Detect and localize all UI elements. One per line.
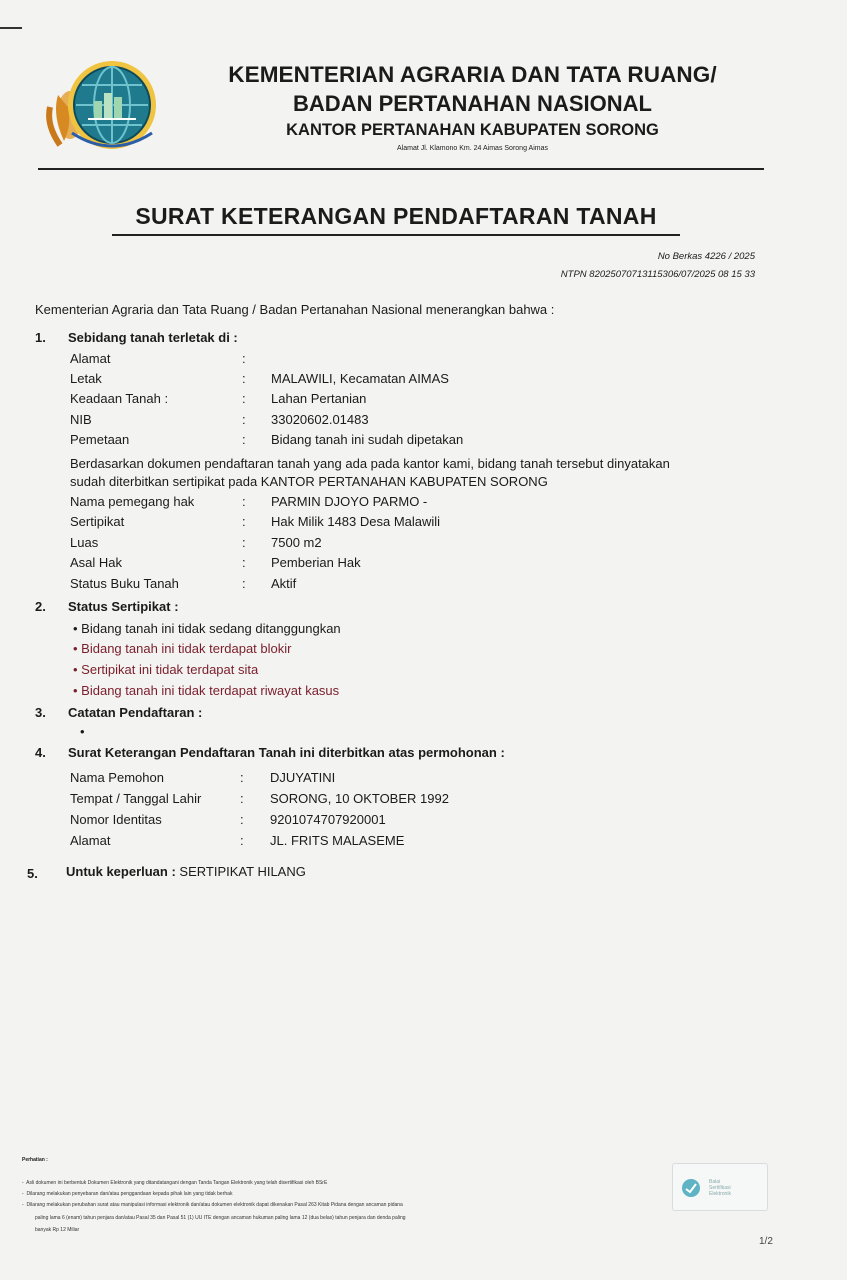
field-colon: :: [242, 494, 246, 509]
status-item: • Bidang tanah ini tidak sedang ditanggungkan: [73, 621, 341, 636]
purpose-value: SERTIPIKAT HILANG: [179, 864, 306, 879]
section-number: 4.: [35, 745, 46, 760]
field-colon: :: [242, 555, 246, 570]
field-value: MALAWILI, Kecamatan AIMAS: [271, 371, 449, 386]
status-item: • Bidang tanah ini tidak terdapat blokir: [73, 641, 292, 656]
field-label: Sertipikat: [70, 514, 125, 529]
section-heading: Surat Keterangan Pendaftaran Tanah ini diterbitkan atas permohonan :: [68, 745, 505, 760]
field-label: NIB: [70, 412, 92, 427]
field-colon: :: [240, 791, 244, 806]
field-value: Aktif: [271, 576, 297, 591]
field-label: Letak: [70, 371, 102, 386]
section-number: 1.: [35, 330, 46, 345]
field-value: JL. FRITS MALASEME: [270, 833, 405, 848]
badge-text-line: Elektronik: [709, 1191, 731, 1197]
field-colon: :: [242, 391, 246, 406]
document-title: SURAT KETERANGAN PENDAFTARAN TANAH: [135, 203, 657, 229]
field-colon: :: [242, 371, 246, 386]
title-underline: [112, 234, 680, 236]
field-value: 33020602.01483: [271, 412, 369, 427]
field-colon: :: [242, 514, 246, 529]
field-value: Hak Milik 1483 Desa Malawili: [271, 514, 441, 529]
section-heading: Untuk keperluan :: [66, 864, 176, 879]
field-colon: :: [240, 833, 244, 848]
field-label: Nama pemegang hak: [70, 494, 195, 509]
field-label: Tempat / Tanggal Lahir: [70, 791, 202, 806]
field-label: Nama Pemohon: [70, 770, 164, 785]
footer-note: - Asli dokumen ini berbentuk Dokumen Elektronik yang ditandatangani dengan Tanda Tangan Elektronik yang telah disertifikasi oleh BSrE: [22, 1180, 328, 1186]
office-address: Alamat Jl. Klamono Km. 24 Aimas Sorong Aimas: [397, 145, 548, 152]
footer-note: - Dilarang melakukan perubahan surat atau manipulasi informasi elektronik dan/atau dokumen elektronik dapat dikenakan Pasal 263 Kitab Pidana dengan ancaman pidana: [22, 1202, 403, 1208]
empty-bullet: •: [80, 724, 85, 739]
paragraph-line: Berdasarkan dokumen pendaftaran tanah yang ada pada kantor kami, bidang tanah tersebut dinyatakan: [70, 456, 670, 471]
footer-note-text: Dilarang melakukan perubahan surat atau manipulasi informasi elektronik dan/atau dokumen elektronik dapat dikenakan Pasal 263 Kitab Pidana dengan ancaman pidana: [26, 1202, 403, 1208]
field-label: Luas: [70, 535, 99, 550]
header-divider: [38, 168, 764, 170]
intro-text: Kementerian Agraria dan Tata Ruang / Badan Pertanahan Nasional menerangkan bahwa :: [35, 302, 555, 317]
field-label: Status Buku Tanah: [70, 576, 179, 591]
field-label: Nomor Identitas: [70, 812, 162, 827]
field-value: 9201074707920001: [270, 812, 386, 827]
field-label: Alamat: [70, 833, 111, 848]
page-number: 1/2: [759, 1236, 773, 1247]
status-item-text: Bidang tanah ini tidak sedang ditanggungkan: [81, 621, 341, 636]
badge-text-line: Sertifikasi: [709, 1185, 731, 1191]
field-colon: :: [242, 576, 246, 591]
badge-text-line: Balai: [709, 1179, 721, 1185]
no-berkas: No Berkas 4226 / 2025: [657, 251, 755, 262]
bsre-badge: [672, 1163, 768, 1211]
badge-text: [709, 1179, 731, 1197]
section-number: 2.: [35, 599, 46, 614]
footer-note-continued: paling lama 6 (enam) tahun penjara dan/atau Pasal 35 dan Pasal 51 (1) UU ITE dengan ancaman hukuman paling lama 12 (dua belas) tahun penjara dan denda paling: [35, 1215, 406, 1221]
status-item: • Bidang tanah ini tidak terdapat riwayat kasus: [73, 683, 340, 698]
field-colon: :: [242, 351, 246, 366]
field-colon: :: [242, 535, 246, 550]
purpose-line: [66, 864, 306, 880]
field-colon: :: [240, 770, 244, 785]
field-label: Keadaan Tanah :: [70, 391, 169, 406]
footer-note: - Dilarang melakukan penyebaran dan/atau penggandaan kepada pihak lain yang tidak berhak: [22, 1191, 233, 1197]
field-label: Pemetaan: [70, 432, 130, 447]
field-value: PARMIN DJOYO PARMO -: [271, 494, 428, 509]
bpn-logo: [42, 55, 166, 159]
field-colon: :: [242, 412, 246, 427]
section-heading: Sebidang tanah terletak di :: [68, 330, 238, 345]
ntpn: NTPN 82025070713115306/07/2025 08 15 33: [560, 269, 755, 280]
bsre-logo-icon: [681, 1178, 701, 1198]
field-value: Bidang tanah ini sudah dipetakan: [271, 432, 464, 447]
office-name: KANTOR PERTANAHAN KABUPATEN SORONG: [286, 121, 659, 139]
field-colon: :: [242, 432, 246, 447]
field-label: Asal Hak: [70, 555, 123, 570]
footer-note-text: Asli dokumen ini berbentuk Dokumen Elektronik yang ditandatangani dengan Tanda Tangan Elektronik yang telah disertifikasi oleh BSrE: [26, 1180, 328, 1186]
status-item: • Sertipikat ini tidak terdapat sita: [73, 662, 259, 677]
status-item-text: Sertipikat ini tidak terdapat sita: [81, 662, 259, 677]
section-heading: Status Sertipikat :: [68, 599, 179, 614]
status-item-text: Bidang tanah ini tidak terdapat riwayat kasus: [81, 683, 340, 698]
footer-note-text: Dilarang melakukan penyebaran dan/atau penggandaan kepada pihak lain yang tidak berhak: [26, 1191, 233, 1197]
section-heading: Catatan Pendaftaran :: [68, 705, 203, 720]
paragraph-line: sudah diterbitkan sertipikat pada KANTOR PERTANAHAN KABUPATEN SORONG: [70, 474, 548, 489]
field-value: 7500 m2: [271, 535, 322, 550]
footer-heading: Perhatian :: [22, 1157, 48, 1163]
field-value: DJUYATINI: [270, 770, 336, 785]
field-label: Alamat: [70, 351, 111, 366]
ministry-line2: BADAN PERTANAHAN NASIONAL: [293, 91, 652, 116]
status-item-text: Bidang tanah ini tidak terdapat blokir: [81, 641, 292, 656]
field-value: Pemberian Hak: [271, 555, 361, 570]
field-value: Lahan Pertanian: [271, 391, 367, 406]
field-value: SORONG, 10 OKTOBER 1992: [270, 791, 449, 806]
ministry-line1: KEMENTERIAN AGRARIA DAN TATA RUANG/: [228, 62, 717, 87]
scan-mark: [0, 27, 22, 29]
footer-note-continued: banyak Rp 12 Miliar: [35, 1227, 80, 1233]
section-number: 5.: [27, 866, 38, 881]
section-number: 3.: [35, 705, 46, 720]
field-colon: :: [240, 812, 244, 827]
